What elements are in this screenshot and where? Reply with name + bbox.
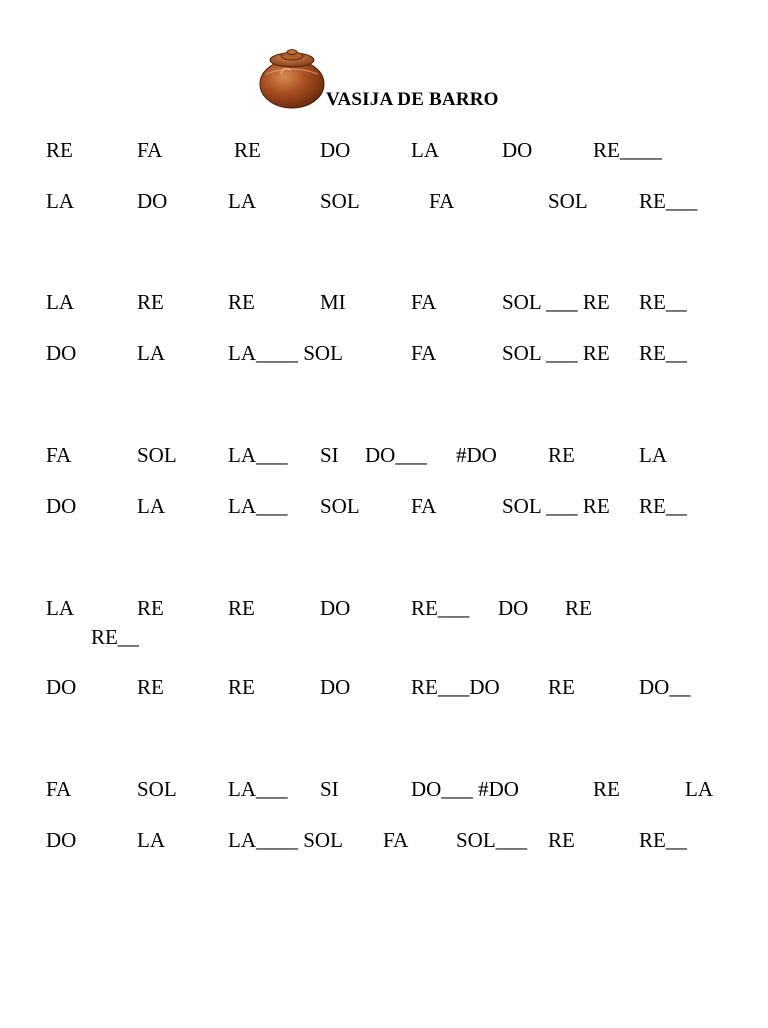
note: RE [137, 290, 164, 314]
note: LA [411, 138, 439, 162]
note: DO [46, 494, 77, 518]
note: LA [137, 828, 165, 852]
note: RE [548, 828, 575, 852]
note: RE__ [91, 625, 139, 649]
note: MI [320, 290, 346, 314]
note: RE [137, 675, 164, 699]
note-line [0, 189, 768, 215]
note: SOL ___ RE [502, 290, 610, 314]
note-line [0, 596, 768, 622]
document-title: VASIJA DE BARRO [326, 89, 499, 110]
clay-pot-icon [257, 44, 327, 110]
note: FA [429, 189, 455, 213]
note-line [0, 290, 768, 316]
note: DO [320, 596, 351, 620]
note: SI [320, 777, 339, 801]
note: RE [228, 290, 255, 314]
note: SOL [137, 777, 177, 801]
note: DO [137, 189, 168, 213]
note: RE [228, 596, 255, 620]
note: RE [565, 596, 592, 620]
note: RE__ [639, 828, 687, 852]
note: FA [46, 777, 72, 801]
note: SOL ___ RE [502, 341, 610, 365]
note: RE____ [593, 138, 662, 162]
note: DO [46, 341, 77, 365]
note: RE___ [639, 189, 698, 213]
note: DO [320, 675, 351, 699]
note: FA [383, 828, 409, 852]
note: SOL [137, 443, 177, 467]
note: FA [46, 443, 72, 467]
note-line [0, 443, 768, 469]
note-line [0, 138, 768, 164]
note: RE__ [639, 341, 687, 365]
note: RE___DO [411, 675, 500, 699]
note: RE [593, 777, 620, 801]
note-line [0, 675, 768, 701]
note: SOL [320, 494, 360, 518]
note: LA [46, 596, 74, 620]
note: LA [137, 494, 165, 518]
note: DO___ #DO [411, 777, 519, 801]
note: LA___ [228, 494, 288, 518]
note: LA [137, 341, 165, 365]
note-line [0, 828, 768, 854]
note: DO___ [365, 443, 427, 467]
note: DO [46, 675, 77, 699]
note: DO [320, 138, 351, 162]
note: LA [228, 189, 256, 213]
note: FA [411, 341, 437, 365]
note-line [0, 341, 768, 367]
note: RE [46, 138, 73, 162]
note-line [0, 777, 768, 803]
note: RE___ [411, 596, 470, 620]
note: RE [228, 675, 255, 699]
note: LA [639, 443, 667, 467]
note: LA [685, 777, 713, 801]
note: SI [320, 443, 339, 467]
note: RE [548, 675, 575, 699]
note: RE [137, 596, 164, 620]
note: LA___ [228, 777, 288, 801]
note: DO [502, 138, 533, 162]
note: LA [46, 290, 74, 314]
note-line [0, 494, 768, 520]
note: LA____ SOL [228, 828, 343, 852]
note: SOL___ [456, 828, 528, 852]
note: DO__ [639, 675, 691, 699]
note: #DO [456, 443, 497, 467]
note: RE__ [639, 494, 687, 518]
note: RE [548, 443, 575, 467]
note: FA [411, 290, 437, 314]
note: SOL ___ RE [502, 494, 610, 518]
note-line-wrap [0, 625, 768, 651]
note: RE__ [639, 290, 687, 314]
note: FA [411, 494, 437, 518]
note: DO [498, 596, 529, 620]
note: LA___ [228, 443, 288, 467]
note: RE [234, 138, 261, 162]
note: LA [46, 189, 74, 213]
note: LA____ SOL [228, 341, 343, 365]
note: SOL [320, 189, 360, 213]
note: DO [46, 828, 77, 852]
note: FA [137, 138, 163, 162]
note: SOL [548, 189, 588, 213]
